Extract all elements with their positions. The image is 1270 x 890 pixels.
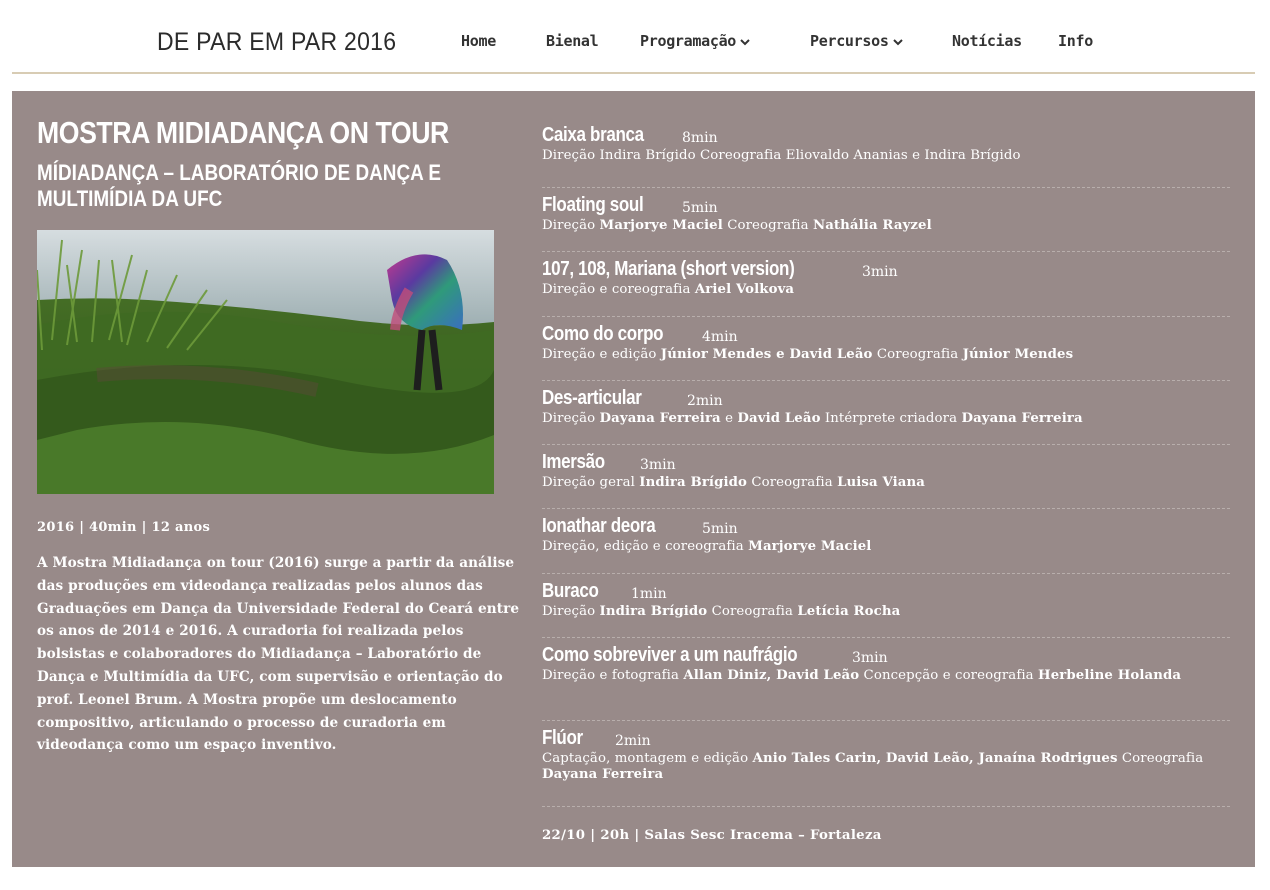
film-credits xyxy=(542,218,1230,234)
film-head xyxy=(542,387,1230,411)
film-head xyxy=(542,727,1230,751)
description-body: on tour (2016) surge a partir da análise das produções em videodança realizadas pelos alunos das Graduações em Dança da Universidade Federal do Ceará entre os anos de 2014 e 2016. A curadoria foi realizada pelos bolsistas e colaboradores do Midiadança – Laboratório de Dança e Multimídia da UFC, com supervisão e orientação do prof. Leonel Brum. A Mostra propõe um deslocamento compositivo, articulando o processo de curadoria em videodança como um espaço inventivo. xyxy=(37,555,520,754)
film-head xyxy=(542,644,1230,668)
film-credits xyxy=(542,282,1230,298)
film-head xyxy=(542,323,1230,347)
credit-role: Indira Brígido xyxy=(599,148,696,163)
chevron-down-icon xyxy=(892,36,904,48)
film-head xyxy=(542,580,1230,604)
chevron-down-icon xyxy=(739,36,751,48)
film-credits xyxy=(542,475,1230,491)
credit-role: Concepção e coreografia xyxy=(859,668,1039,683)
film-title: Ionathar deora xyxy=(542,515,656,537)
nav-noticias-label: Notícias xyxy=(952,32,1022,50)
film-head xyxy=(542,194,1230,218)
credit-name: Letícia Rocha xyxy=(797,604,901,619)
nav-bienal-label: Bienal xyxy=(546,32,599,50)
credit-role: Intérprete criadora xyxy=(820,411,962,426)
film-duration: 8min xyxy=(682,130,718,146)
nav-bienal[interactable] xyxy=(546,32,598,50)
event-meta: 2016 | 40min | 12 anos xyxy=(37,520,211,535)
credit-name: Dayana Ferreira xyxy=(599,411,721,426)
film-credits xyxy=(542,148,1230,164)
credit-name: Ariel Volkova xyxy=(694,282,795,297)
credit-name: Herbeline Holanda xyxy=(1038,668,1182,683)
film-item xyxy=(542,721,1230,807)
credit-name: Allan Diniz, David Leão xyxy=(683,668,860,683)
credit-name: Anio Tales Carin, David Leão, Janaína Rodrigues xyxy=(752,751,1118,766)
credit-role: Eliovaldo Ananias e Indira Brígido xyxy=(785,148,1021,163)
film-title: Floating soul xyxy=(542,194,644,216)
nav-noticias[interactable] xyxy=(952,32,1022,50)
film-list xyxy=(542,124,1230,807)
film-duration: 3min xyxy=(640,457,676,473)
event-description xyxy=(37,552,525,757)
credit-role: Coreografia xyxy=(695,148,786,163)
credit-name: Indira Brígido xyxy=(639,475,747,490)
header-divider xyxy=(12,72,1255,74)
nav-programacao[interactable] xyxy=(640,32,751,50)
film-duration: 2min xyxy=(615,733,651,749)
film-title: Como do corpo xyxy=(542,323,664,345)
credit-name: Marjorye Maciel xyxy=(748,539,872,554)
film-head xyxy=(542,515,1230,539)
credit-role: e xyxy=(720,411,738,426)
credit-name: Dayana Ferreira xyxy=(961,411,1083,426)
film-title: Flúor xyxy=(542,727,583,749)
film-credits xyxy=(542,411,1230,427)
film-duration: 3min xyxy=(852,650,888,666)
event-header xyxy=(37,116,522,212)
film-title: Como sobreviver a um naufrágio xyxy=(542,644,798,666)
film-credits xyxy=(542,539,1230,555)
credit-role: Direção xyxy=(542,604,600,619)
credit-role: Coreografia xyxy=(747,475,838,490)
film-title: Imersão xyxy=(542,451,605,473)
film-item xyxy=(542,381,1230,445)
film-title: Caixa branca xyxy=(542,124,644,146)
credit-name: David Leão xyxy=(737,411,821,426)
credit-role: Direção xyxy=(542,218,600,233)
credit-role: Direção e edição xyxy=(542,347,661,362)
credit-name: Luisa Viana xyxy=(837,475,925,490)
film-duration: 1min xyxy=(631,586,667,602)
credit-name: Júnior Mendes e David Leão xyxy=(660,347,873,362)
film-item xyxy=(542,317,1230,381)
credit-role: Coreografia xyxy=(722,218,813,233)
film-duration: 5min xyxy=(702,521,738,537)
credit-role: Coreografia xyxy=(872,347,963,362)
event-subtitle: MÍDIADANÇA – LABORATÓRIO DE DANÇA E MULTIMÍDIA DA UFC xyxy=(37,160,441,211)
description-intro: A xyxy=(37,555,53,571)
film-credits xyxy=(542,347,1230,363)
film-title: 107, 108, Mariana (short version) xyxy=(542,258,795,280)
credit-role: Direção e coreografia xyxy=(542,282,695,297)
nav-percursos[interactable] xyxy=(810,32,904,50)
event-title: MOSTRA MIDIADANÇA ON TOUR xyxy=(37,115,449,150)
film-item xyxy=(542,574,1230,638)
credit-role: Direção, edição e coreografia xyxy=(542,539,749,554)
top-bar xyxy=(0,0,1270,74)
nav-programacao-label: Programação xyxy=(640,32,737,50)
film-item xyxy=(542,638,1230,721)
site-title[interactable]: DE PAR EM PAR 2016 xyxy=(157,28,397,56)
credit-role: Direção xyxy=(542,148,600,163)
credit-role: Direção xyxy=(542,411,600,426)
film-duration: 2min xyxy=(687,393,723,409)
film-title: Buraco xyxy=(542,580,599,602)
credit-role: Coreografia xyxy=(1117,751,1204,766)
film-item xyxy=(542,188,1230,252)
credit-name: Nathália Rayzel xyxy=(812,218,932,233)
film-item xyxy=(542,124,1230,188)
nav-home[interactable] xyxy=(461,32,496,50)
film-item xyxy=(542,445,1230,509)
event-photo xyxy=(37,230,494,494)
event-schedule: 22/10 | 20h | Salas Sesc Iracema – Fortaleza xyxy=(542,828,882,843)
event-panel xyxy=(12,91,1255,867)
film-head xyxy=(542,124,1230,148)
description-highlight: Mostra Midiadança xyxy=(52,555,202,571)
credit-name: Júnior Mendes xyxy=(962,347,1074,362)
credit-role: Direção geral xyxy=(542,475,640,490)
credit-name: Marjorye Maciel xyxy=(599,218,723,233)
nav-home-label: Home xyxy=(461,32,496,50)
film-duration: 5min xyxy=(682,200,718,216)
film-item xyxy=(542,252,1230,317)
credit-name: Indira Brígido xyxy=(599,604,708,619)
film-item xyxy=(542,509,1230,574)
credit-role: Coreografia xyxy=(707,604,798,619)
nav-info-label: Info xyxy=(1058,32,1093,50)
film-title: Des-articular xyxy=(542,387,642,409)
dancer-by-water-image xyxy=(37,230,494,494)
nav-percursos-label: Percursos xyxy=(810,32,889,50)
nav-info[interactable] xyxy=(1058,32,1093,50)
film-credits xyxy=(542,751,1230,783)
film-duration: 3min xyxy=(862,264,898,280)
film-head xyxy=(542,258,1230,282)
credit-name: Dayana Ferreira xyxy=(542,767,664,782)
credit-role: Captação, montagem e edição xyxy=(542,751,753,766)
film-credits xyxy=(542,604,1230,620)
film-head xyxy=(542,451,1230,475)
film-duration: 4min xyxy=(702,329,738,345)
credit-role: Direção e fotografia xyxy=(542,668,684,683)
film-credits xyxy=(542,668,1230,684)
